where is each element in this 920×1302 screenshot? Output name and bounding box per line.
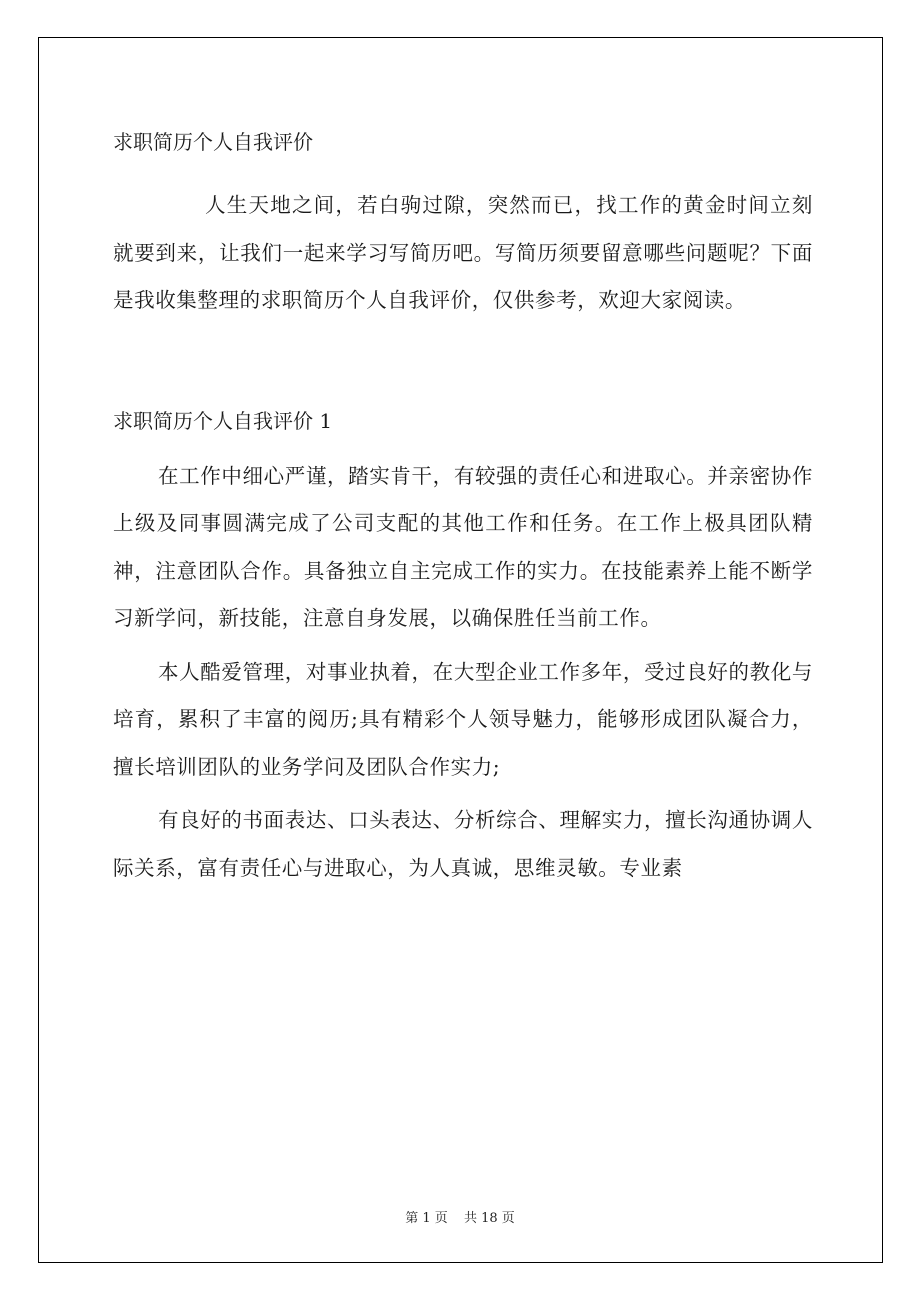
body-paragraph: 有良好的书面表达、口头表达、分析综合、理解实力，擅长沟通协调人际关系，富有责任心与进取心，为人真诚，思维灵敏。专业素 xyxy=(113,808,813,880)
page-total: 共 18 页 xyxy=(463,1211,515,1226)
body-paragraph: 本人酷爱管理，对事业执着，在大型企业工作多年，受过良好的教化与培育，累积了丰富的阅历;具有精彩个人领导魅力，能够形成团队凝合力，擅长培训团队的业务学问及团队合作实力; xyxy=(113,659,813,779)
intro-paragraph: 人生天地之间，若白驹过隙，突然而已，找工作的黄金时间立刻就要到来，让我们一起来学习写简历吧。写简历须要留意哪些问题呢？下面是我收集整理的求职简历个人自我评价，仅供参考，欢迎大家阅读。 xyxy=(113,193,813,312)
section-heading: 求职简历个人自我评价 1 xyxy=(113,408,333,433)
page-footer xyxy=(0,1207,920,1226)
document-body xyxy=(113,120,813,892)
page-number: 第 1 页 xyxy=(405,1211,448,1226)
document-title: 求职简历个人自我评价 xyxy=(113,130,313,154)
body-paragraph: 在工作中细心严谨，踏实肯干，有较强的责任心和进取心。并亲密协作上级及同事圆满完成了公司支配的其他工作和任务。在工作上极具团队精神，注意团队合作。具备独立自主完成工作的实力。在技能素养上能不断学习新学问，新技能，注意自身发展，以确保胜任当前工作。 xyxy=(113,463,813,630)
